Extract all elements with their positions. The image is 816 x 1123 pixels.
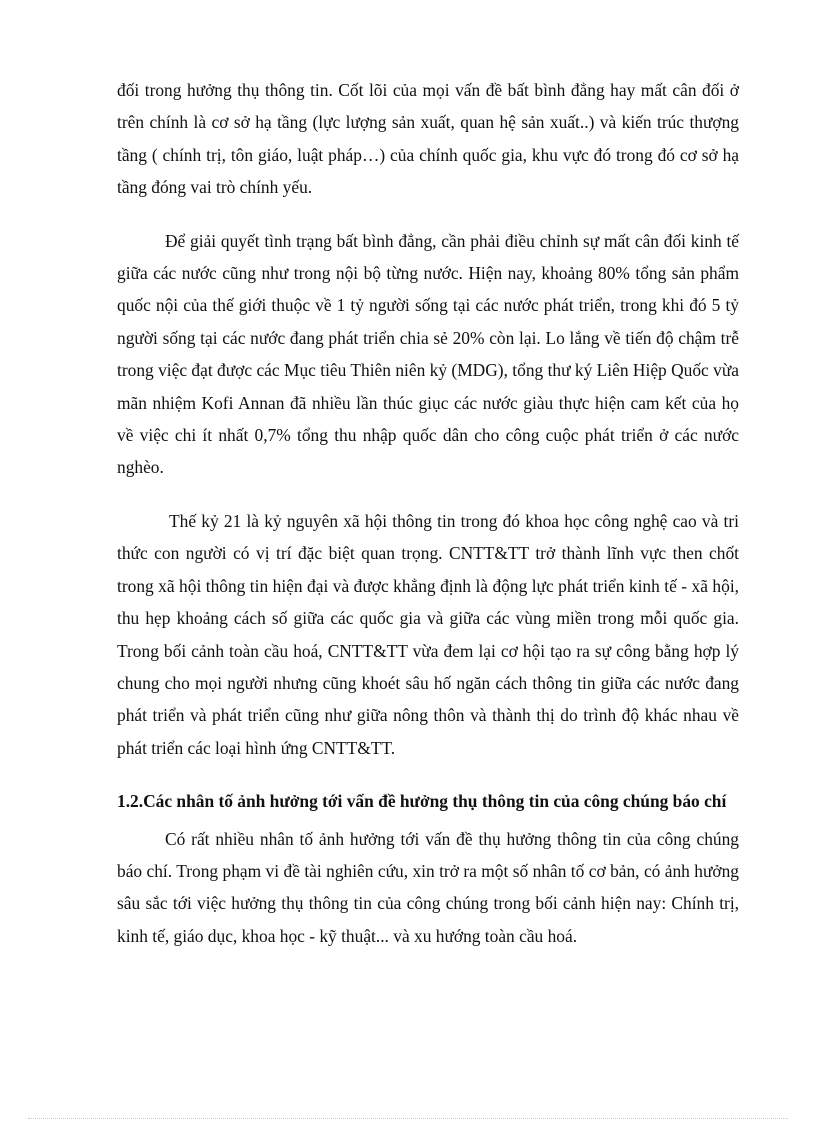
section-heading: 1.2.Các nhân tố ảnh hưởng tới vấn đề hưởng thụ thông tin của công chúng báo chí — [117, 791, 727, 812]
paragraph-2: Để giải quyết tình trạng bất bình đẳng, cần phải điều chỉnh sự mất cân đối kinh tế giữa các nước cũng như trong nội bộ từng nước. Hiện nay, khoảng 80% tổng sản phẩm quốc nội của thế giới thuộc về 1 tỷ người sống tại các nước phát triển, trong khi đó 5 tỷ người sống tại các nước đang phát triển chia sẻ 20% còn lại. Lo lắng về tiến độ chậm trễ trong việc đạt được các Mục tiêu Thiên niên kỷ (MDG), tổng thư ký Liên Hiệp Quốc vừa mãn nhiệm Kofi Annan đã nhiều lần thúc giục các nước giàu thực hiện cam kết của họ về việc chi ít nhất 0,7% tổng thu nhập quốc dân cho công cuộc phát triển ở các nước nghèo. — [117, 230, 739, 478]
paragraph-1: đối trong hưởng thụ thông tin. Cốt lõi của mọi vấn đề bất bình đẳng hay mất cân đối ở trên chính là cơ sở hạ tầng (lực lượng sản xuất, quan hệ sản xuất..) và kiến trúc thượng tầng ( chính trị, tôn giáo, luật pháp…) của chính quốc gia, khu vực đó trong đó cơ sở hạ tầng đóng vai trò chính yếu. — [117, 80, 739, 198]
page-bottom-divider — [28, 1118, 788, 1119]
section-paragraph: Có rất nhiều nhân tố ảnh hưởng tới vấn đề thụ hưởng thông tin của công chúng báo chí. Trong phạm vi đề tài nghiên cứu, xin trở ra một số nhân tố cơ bản, có ảnh hưởng sâu sắc tới việc hưởng thụ thông tin của công chúng trong bối cảnh hiện nay: Chính trị, kinh tế, giáo dục, khoa học - kỹ thuật... và xu hướng toàn cầu hoá. — [117, 828, 739, 946]
document-page — [117, 74, 739, 952]
paragraph-3: Thế kỷ 21 là kỷ nguyên xã hội thông tin trong đó khoa học công nghệ cao và tri thức con người có vị trí đặc biệt quan trọng. CNTT&TT trở thành lĩnh vực then chốt trong xã hội thông tin hiện đại và được khẳng định là động lực phát triển kinh tế - xã hội, thu hẹp khoảng cách số giữa các quốc gia và giữa các vùng miền trong mỗi quốc gia. Trong bối cảnh toàn cầu hoá, CNTT&TT vừa đem lại cơ hội tạo ra sự công bằng hợp lý chung cho mọi người nhưng cũng khoét sâu hố ngăn cách thông tin giữa các nước đang phát triển và phát triển cũng như giữa nông thôn và thành thị do trình độ khác nhau về phát triển các loại hình ứng CNTT&TT. — [117, 510, 739, 758]
